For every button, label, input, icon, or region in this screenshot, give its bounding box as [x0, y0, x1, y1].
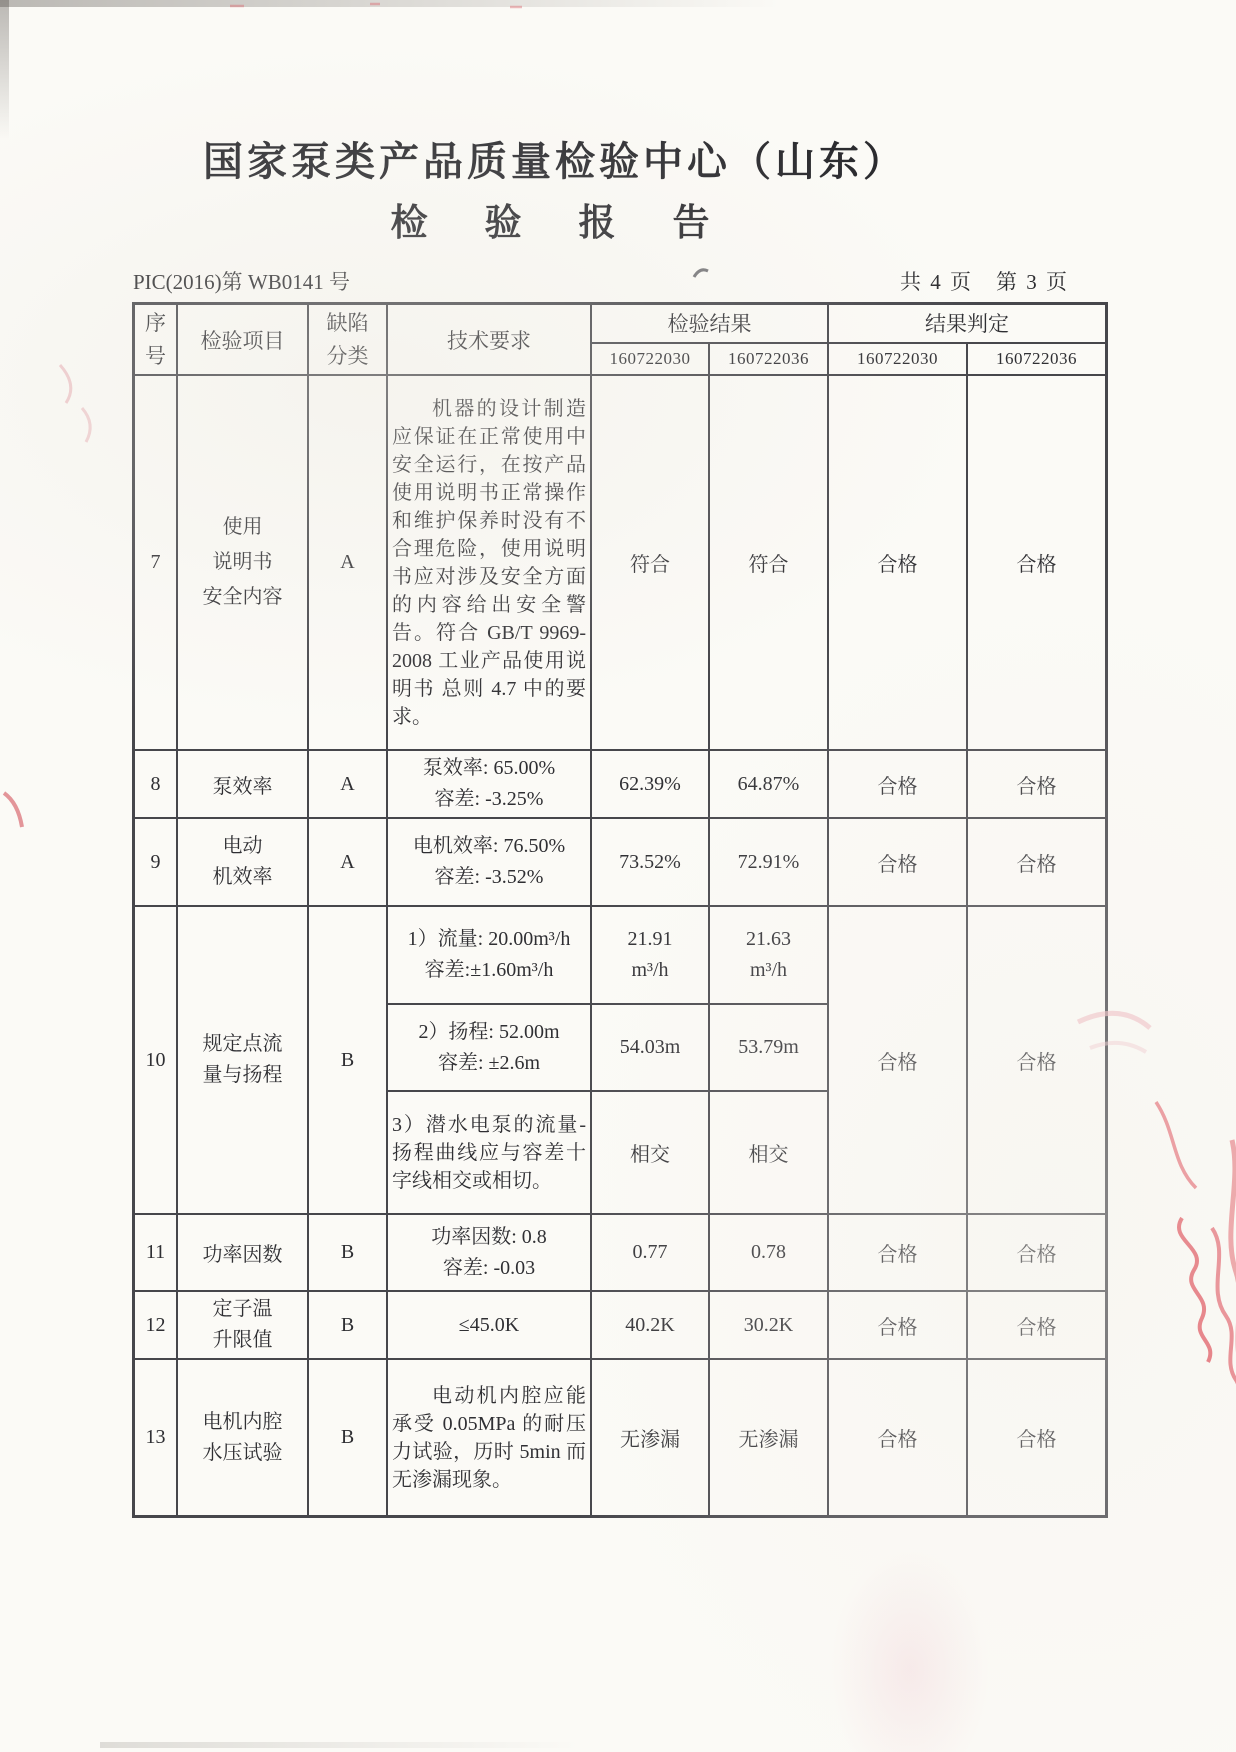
ink-speck	[690, 262, 714, 286]
judgement-sample-2-header: 160722036	[967, 343, 1106, 375]
page-title: 国家泵类产品质量检验中心（山东）	[203, 139, 907, 184]
row12-item: 定子温 升限值	[177, 1291, 308, 1359]
row10-sub3-requirement: 3）潜水电泵的流量-扬程曲线应与容差十字线相交或相切。	[387, 1091, 591, 1214]
row7-result-2: 符合	[709, 375, 828, 750]
col-item-header: 检验项目	[177, 304, 308, 375]
red-dash-left-edge	[0, 785, 30, 835]
result-sample-1-header: 160722030	[591, 343, 709, 375]
table-row	[134, 1291, 1106, 1359]
row10-sub2-result-2: 53.79m	[709, 1004, 828, 1091]
row13-requirement: 电动机内腔应能承受 0.05MPa 的耐压力试验，历时 5min 而无渗漏现象。	[387, 1359, 591, 1516]
row13-judgement-2: 合格	[967, 1359, 1106, 1516]
scan-pink-haze	[830, 1545, 990, 1752]
row10-sub1-result-1: 21.91 m³/h	[591, 906, 709, 1004]
row13-judgement-1: 合格	[828, 1359, 967, 1516]
row8-judgement-2: 合格	[967, 750, 1106, 818]
result-sample-2-header: 160722036	[709, 343, 828, 375]
page-subtitle: 检 验 报 告	[390, 203, 720, 244]
row12-defect: B	[308, 1291, 387, 1359]
col-judgement-group-header: 结果判定	[828, 304, 1106, 343]
red-scribble-top-left	[40, 350, 120, 460]
scan-shadow-corner	[0, 0, 9, 140]
row13-result-1: 无渗漏	[591, 1359, 709, 1516]
row11-item: 功率因数	[177, 1214, 308, 1291]
row7-judgement-1: 合格	[828, 375, 967, 750]
page-indicator: 共 4 页 第 3 页	[900, 270, 1069, 294]
row9-seq: 9	[134, 818, 177, 906]
table-row	[134, 818, 1106, 906]
row13-result-2: 无渗漏	[709, 1359, 828, 1516]
row8-requirement: 泵效率: 65.00% 容差: -3.25%	[387, 750, 591, 818]
inspection-table	[133, 303, 1107, 1517]
row9-judgement-1: 合格	[828, 818, 967, 906]
row11-judgement-1: 合格	[828, 1214, 967, 1291]
row10-sub3-result-1: 相交	[591, 1091, 709, 1214]
row12-result-2: 30.2K	[709, 1291, 828, 1359]
row7-requirement: 机器的设计制造应保证在正常使用中安全运行，在按产品使用说明书正常操作和维护保养时没有不合理危险，使用说明书应对涉及安全方面的内容给出安全警告。符合 GB/T 9969-2008 工业产品使用说明书 总则 4.7 中的要求。	[387, 375, 591, 750]
judgement-sample-1-header: 160722030	[828, 343, 967, 375]
row11-judgement-2: 合格	[967, 1214, 1106, 1291]
row12-result-1: 40.2K	[591, 1291, 709, 1359]
table-row	[134, 1214, 1106, 1291]
row7-judgement-2: 合格	[967, 375, 1106, 750]
row9-defect: A	[308, 818, 387, 906]
row7-defect: A	[308, 375, 387, 750]
row10-sub2-result-1: 54.03m	[591, 1004, 709, 1091]
row13-defect: B	[308, 1359, 387, 1516]
row10-sub1-result-2: 21.63 m³/h	[709, 906, 828, 1004]
row8-defect: A	[308, 750, 387, 818]
row9-judgement-2: 合格	[967, 818, 1106, 906]
row8-item: 泵效率	[177, 750, 308, 818]
scan-shadow-bottom	[100, 1742, 580, 1748]
row10-sub1-requirement: 1）流量: 20.00m³/h 容差:±1.60m³/h	[387, 906, 591, 1004]
col-requirement-header: 技术要求	[387, 304, 591, 375]
row10-defect: B	[308, 906, 387, 1214]
row10-judgement-1: 合格	[828, 906, 967, 1214]
stamp-scribble-right	[1060, 990, 1236, 1480]
row8-result-1: 62.39%	[591, 750, 709, 818]
row8-judgement-1: 合格	[828, 750, 967, 818]
row7-seq: 7	[134, 375, 177, 750]
table-row	[134, 750, 1106, 818]
report-meta	[133, 266, 1105, 296]
table-row	[134, 1359, 1106, 1516]
row8-result-2: 64.87%	[709, 750, 828, 818]
col-defect-header: 缺陷 分类	[308, 304, 387, 375]
row13-seq: 13	[134, 1359, 177, 1516]
row7-item: 使用 说明书 安全内容	[177, 375, 308, 750]
row8-seq: 8	[134, 750, 177, 818]
row12-judgement-1: 合格	[828, 1291, 967, 1359]
row10-judgement-2: 合格	[967, 906, 1106, 1214]
row10-sub3-result-2: 相交	[709, 1091, 828, 1214]
row11-result-2: 0.78	[709, 1214, 828, 1291]
row9-item: 电动 机效率	[177, 818, 308, 906]
row9-requirement: 电机效率: 76.50% 容差: -3.52%	[387, 818, 591, 906]
row12-judgement-2: 合格	[967, 1291, 1106, 1359]
row11-result-1: 0.77	[591, 1214, 709, 1291]
row10-seq: 10	[134, 906, 177, 1214]
row7-result-1: 符合	[591, 375, 709, 750]
row12-seq: 12	[134, 1291, 177, 1359]
row9-result-2: 72.91%	[709, 818, 828, 906]
col-seq-header: 序 号	[134, 304, 177, 375]
row9-result-1: 73.52%	[591, 818, 709, 906]
row10-sub2-requirement: 2）扬程: 52.00m 容差: ±2.6m	[387, 1004, 591, 1091]
col-results-group-header: 检验结果	[591, 304, 828, 343]
row12-requirement: ≤45.0K	[387, 1291, 591, 1359]
red-speck-marks	[220, 0, 540, 14]
row11-seq: 11	[134, 1214, 177, 1291]
row10-item: 规定点流 量与扬程	[177, 906, 308, 1214]
row13-item: 电机内腔 水压试验	[177, 1359, 308, 1516]
row11-requirement: 功率因数: 0.8 容差: -0.03	[387, 1214, 591, 1291]
report-number: PIC(2016)第 WB0141 号	[133, 270, 350, 294]
table-row	[134, 906, 1106, 1004]
table-row	[134, 375, 1106, 750]
row11-defect: B	[308, 1214, 387, 1291]
